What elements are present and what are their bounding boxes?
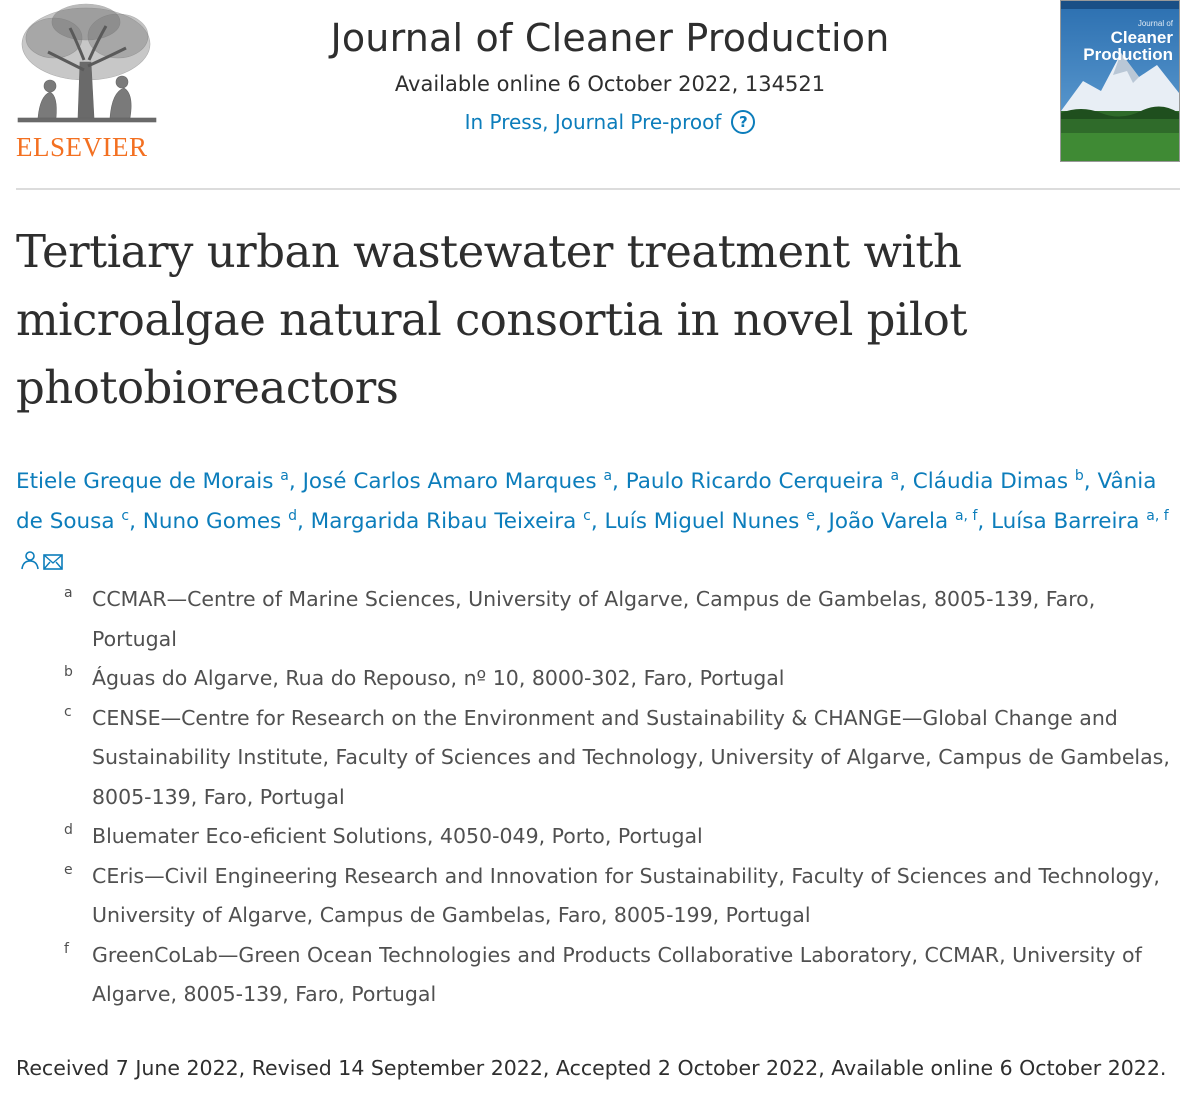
author-link[interactable]: João Varela bbox=[828, 509, 949, 534]
affiliation-label: c bbox=[64, 703, 72, 720]
author-link[interactable]: Cláudia Dimas bbox=[912, 469, 1069, 494]
author-link[interactable]: Nuno Gomes bbox=[142, 509, 282, 534]
author-affiliation-sup[interactable]: c bbox=[583, 508, 591, 524]
author-link[interactable]: José Carlos Amaro Marques bbox=[302, 469, 597, 494]
author-affiliation-sup[interactable]: b bbox=[1074, 468, 1084, 484]
elsevier-tree-icon bbox=[14, 0, 160, 132]
author-separator: , bbox=[590, 509, 605, 534]
author-separator: , bbox=[288, 469, 303, 494]
author-affiliation-sup[interactable]: a bbox=[280, 468, 289, 484]
availability-line: Available online 6 October 2022, 134521 bbox=[394, 72, 826, 96]
affiliation-label: e bbox=[64, 861, 73, 878]
author-link[interactable]: Margarida Ribau Teixeira bbox=[310, 509, 577, 534]
affiliation-text: GreenCoLab—Green Ocean Technologies and Products Collaborative Laboratory, CCMAR, University of Algarve, 8005-139, Faro, Portugal bbox=[92, 942, 1142, 1006]
author-separator: , bbox=[899, 469, 913, 494]
affiliation-item bbox=[64, 699, 1174, 818]
article-history: Received 7 June 2022, Revised 14 September 2022, Accepted 2 October 2022, Available online 6 October 2022. bbox=[16, 1056, 1167, 1080]
author-affiliation-sup[interactable]: a bbox=[603, 468, 613, 484]
affiliation-label: b bbox=[64, 664, 73, 680]
journal-info bbox=[250, 0, 970, 134]
cover-line-1: Cleaner bbox=[1110, 28, 1173, 47]
author-link[interactable]: Luísa Barreira bbox=[991, 509, 1140, 534]
journal-cover-thumbnail[interactable] bbox=[1060, 0, 1180, 162]
author-affiliation-sup[interactable]: c bbox=[121, 508, 130, 524]
question-circle-icon[interactable]: ? bbox=[731, 110, 755, 134]
journal-title-link[interactable]: Journal of Cleaner Production bbox=[330, 16, 890, 60]
affiliation-text: CENSE—Centre for Research on the Environment and Sustainability & CHANGE—Global Change and Sustainability Institute, Faculty of Sciences and Technology, University of Algarve, Campus de Gambelas, 8005-139, Faro, Portugal bbox=[92, 705, 1170, 809]
author-separator: , bbox=[1083, 469, 1098, 494]
affiliation-text: Águas do Algarve, Rua do Repouso, nº 10, 8000-302, Faro, Portugal bbox=[92, 666, 785, 690]
author-separator: , bbox=[129, 509, 143, 534]
author-link[interactable]: Vânia de Sousa bbox=[16, 469, 1157, 534]
author-affiliation-sup[interactable]: a, f bbox=[1146, 508, 1169, 524]
affiliation-item bbox=[64, 817, 1174, 857]
author-separator: , bbox=[977, 509, 992, 534]
author-affiliation-sup[interactable]: e bbox=[806, 508, 815, 524]
author-list bbox=[16, 462, 1182, 584]
envelope-icon[interactable] bbox=[43, 554, 63, 570]
elsevier-wordmark: ELSEVIER bbox=[16, 132, 148, 162]
affiliation-item bbox=[64, 936, 1174, 1015]
in-press-label: In Press, Journal Pre-proof bbox=[464, 110, 722, 134]
affiliation-text: Bluemater Eco-eficient Solutions, 4050-049, Porto, Portugal bbox=[92, 824, 703, 848]
person-icon[interactable] bbox=[20, 550, 40, 570]
affiliation-item bbox=[64, 857, 1174, 936]
author-affiliation-sup[interactable]: a bbox=[890, 468, 900, 484]
author-affiliation-sup[interactable]: a, f bbox=[954, 508, 978, 524]
affiliation-label: f bbox=[64, 940, 69, 957]
author-separator: , bbox=[612, 469, 626, 494]
cover-small-text: Journal of bbox=[1137, 19, 1173, 28]
elsevier-logo[interactable] bbox=[14, 0, 160, 162]
article-title: Tertiary urban wastewater treatment with microalgae natural consortia in novel pilot photobioreactors bbox=[16, 225, 967, 414]
author-link[interactable]: Etiele Greque de Morais bbox=[16, 469, 274, 494]
author-link[interactable]: Paulo Ricardo Cerqueira bbox=[625, 469, 884, 494]
header-divider bbox=[16, 188, 1180, 190]
affiliation-label: a bbox=[64, 585, 73, 601]
author-link[interactable]: Luís Miguel Nunes bbox=[604, 509, 800, 534]
affiliation-label: d bbox=[64, 822, 73, 838]
affiliation-text: CEris—Civil Engineering Research and Innovation for Sustainability, Faculty of Sciences and Technology, University of Algarve, Campus de Gambelas, Faro, 8005-199, Portugal bbox=[92, 863, 1160, 927]
affiliation-item bbox=[64, 659, 1174, 699]
article-header bbox=[0, 0, 1198, 190]
in-press-status[interactable] bbox=[465, 110, 756, 134]
cover-line-2: Production bbox=[1083, 45, 1173, 64]
author-contact-icons bbox=[20, 544, 63, 584]
author-separator: , bbox=[296, 509, 311, 534]
affiliation-text: CCMAR—Centre of Marine Sciences, University of Algarve, Campus de Gambelas, 8005-139, Faro, Portugal bbox=[92, 587, 1096, 651]
author-affiliation-sup[interactable]: d bbox=[288, 508, 297, 524]
author-separator: , bbox=[814, 509, 829, 534]
affiliation-item bbox=[64, 580, 1174, 659]
affiliation-list bbox=[64, 580, 1174, 1015]
cover-title bbox=[1083, 19, 1173, 63]
